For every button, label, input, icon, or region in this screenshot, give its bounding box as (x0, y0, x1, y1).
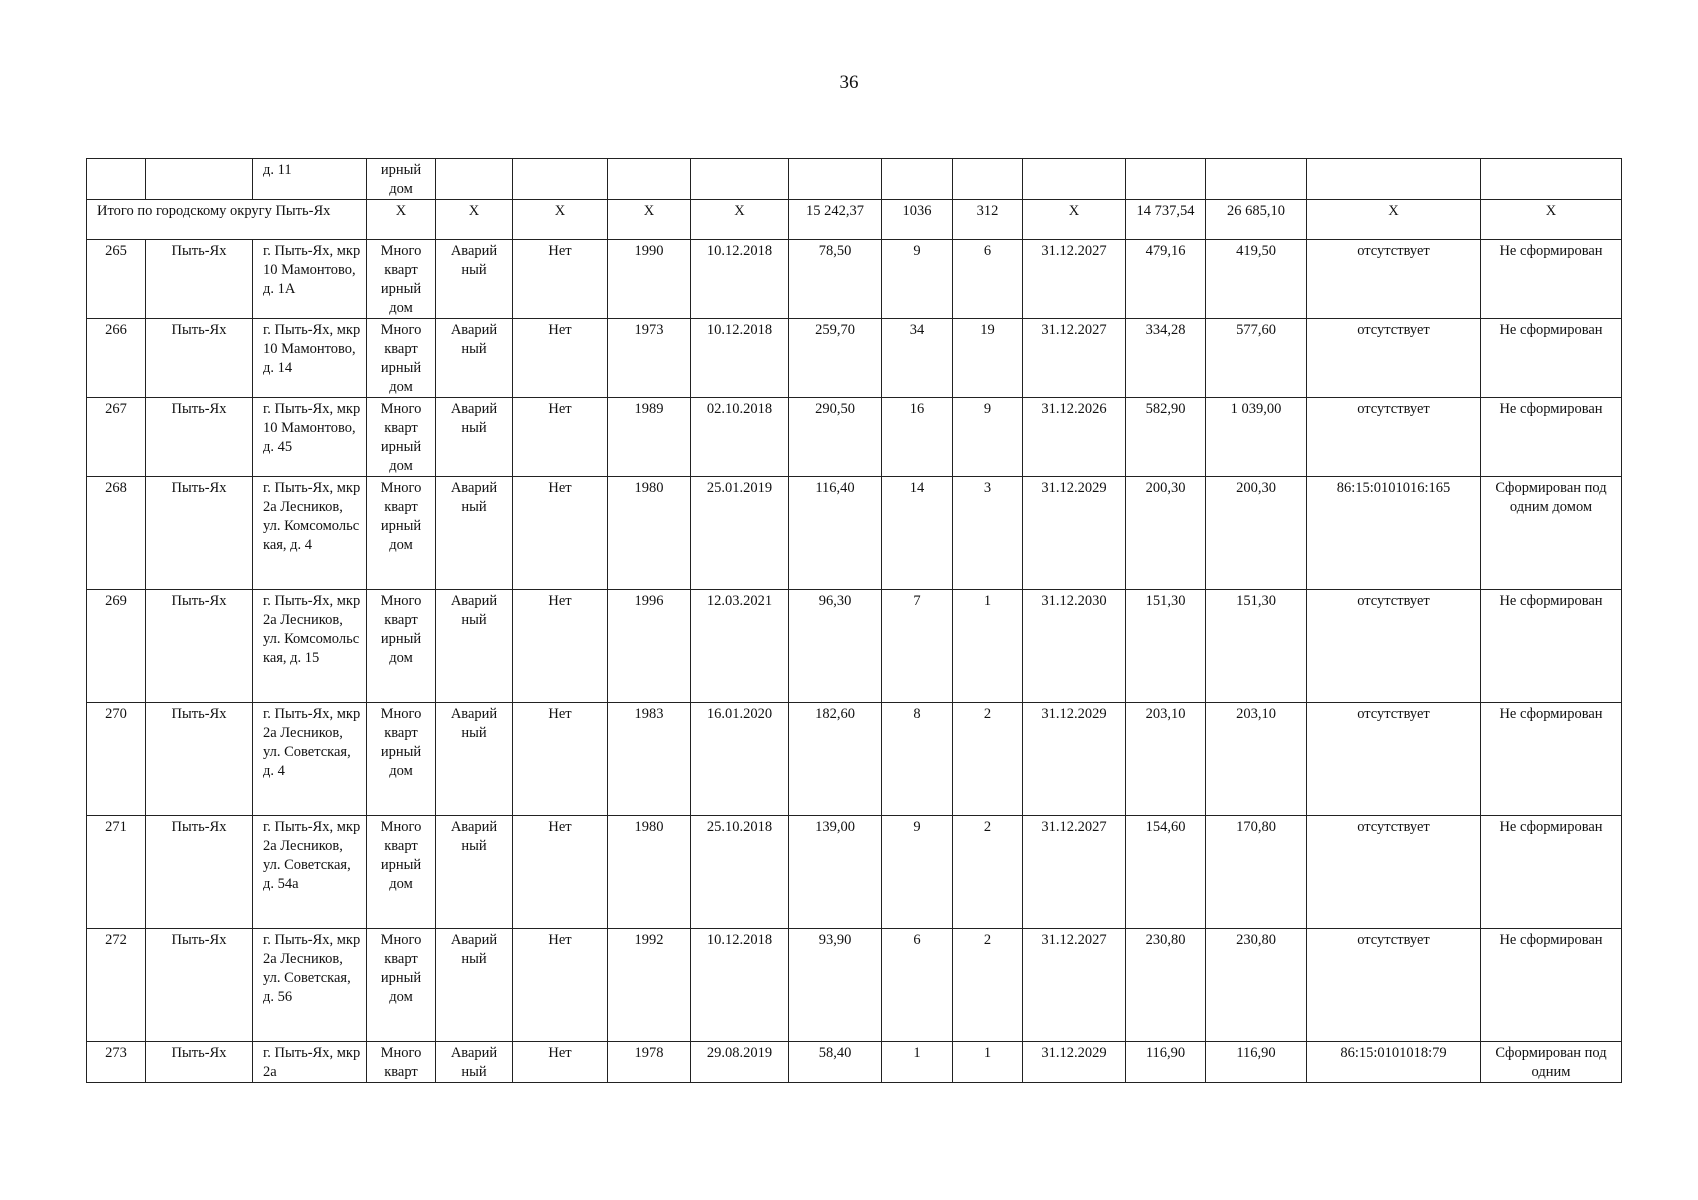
cell-city: Пыть-Ях (146, 319, 253, 398)
cell-num: 265 (87, 240, 146, 319)
cell-year: 1983 (608, 703, 691, 816)
cell-land: Сформирован под одним домом (1481, 477, 1622, 590)
cell-date: 02.10.2018 (691, 398, 789, 477)
cell-premises: 2 (953, 703, 1023, 816)
cell-area-living: 230,80 (1206, 929, 1307, 1042)
continuation-row (87, 159, 1622, 200)
cell-address: д. 11 (253, 159, 367, 200)
cell-residents: 8 (882, 703, 953, 816)
cell-condition: Аварий ный (436, 319, 513, 398)
cell-year: 1980 (608, 816, 691, 929)
cell-year: 1973 (608, 319, 691, 398)
cell-type: Много кварт ирный дом (367, 477, 436, 590)
housing-registry-table (86, 158, 1622, 1083)
cell-date: 10.12.2018 (691, 240, 789, 319)
cell-condition: Аварий ный (436, 477, 513, 590)
table-row (87, 929, 1622, 1042)
cell-num: 267 (87, 398, 146, 477)
cell-area-living: 200,30 (1206, 477, 1307, 590)
table-row (87, 590, 1622, 703)
cell-date: 12.03.2021 (691, 590, 789, 703)
cell-area-total: 479,16 (1126, 240, 1206, 319)
total-date: Х (691, 200, 789, 240)
cell-residents: 14 (882, 477, 953, 590)
cell-address: г. Пыть-Ях, мкр 10 Мамонтово, д. 45 (253, 398, 367, 477)
total-area-living: 26 685,10 (1206, 200, 1307, 240)
cell-cadastral: отсутствует (1307, 319, 1481, 398)
cell-area: 93,90 (789, 929, 882, 1042)
cell-deadline: 31.12.2030 (1023, 590, 1126, 703)
cell-premises: 1 (953, 1042, 1023, 1083)
cell-cadastral: отсутствует (1307, 703, 1481, 816)
cell-condition: Аварий ный (436, 816, 513, 929)
cell-ensemble: Нет (513, 398, 608, 477)
cell-date: 16.01.2020 (691, 703, 789, 816)
cell-condition: Аварий ный (436, 1042, 513, 1083)
cell-date: 29.08.2019 (691, 1042, 789, 1083)
cell-num: 269 (87, 590, 146, 703)
cell-area-total: 154,60 (1126, 816, 1206, 929)
cell-deadline: 31.12.2029 (1023, 1042, 1126, 1083)
cell-area-living: 151,30 (1206, 590, 1307, 703)
cell-residents: 16 (882, 398, 953, 477)
cell-num: 271 (87, 816, 146, 929)
cell-condition: Аварий ный (436, 590, 513, 703)
cell-type: Много кварт ирный дом (367, 816, 436, 929)
cell-area-total: 334,28 (1126, 319, 1206, 398)
total-area: 15 242,37 (789, 200, 882, 240)
cell-condition: Аварий ный (436, 703, 513, 816)
cell-city: Пыть-Ях (146, 929, 253, 1042)
cell-type: Много кварт ирный дом (367, 319, 436, 398)
cell-premises: 2 (953, 816, 1023, 929)
cell-land: Сформирован под одним (1481, 1042, 1622, 1083)
cell-area: 96,30 (789, 590, 882, 703)
cell-address: г. Пыть-Ях, мкр 10 Мамонтово, д. 1А (253, 240, 367, 319)
cell-area: 116,40 (789, 477, 882, 590)
cell-ensemble: Нет (513, 590, 608, 703)
cell-city (146, 159, 253, 200)
cell-deadline: 31.12.2029 (1023, 477, 1126, 590)
cell-ensemble: Нет (513, 929, 608, 1042)
cell-cadastral: отсутствует (1307, 816, 1481, 929)
cell-num (87, 159, 146, 200)
cell-premises: 3 (953, 477, 1023, 590)
cell-land: Не сформирован (1481, 319, 1622, 398)
cell-address: г. Пыть-Ях, мкр 2а Лесников, ул. Советская, д. 54а (253, 816, 367, 929)
cell-area: 139,00 (789, 816, 882, 929)
cell-address: г. Пыть-Ях, мкр 10 Мамонтово, д. 14 (253, 319, 367, 398)
cell-land: Не сформирован (1481, 590, 1622, 703)
cell-deadline: 31.12.2027 (1023, 240, 1126, 319)
cell-ensemble: Нет (513, 816, 608, 929)
cell-area: 290,50 (789, 398, 882, 477)
cell-type: Много кварт ирный дом (367, 240, 436, 319)
cell-condition: Аварий ный (436, 240, 513, 319)
table-row (87, 319, 1622, 398)
cell-area: 182,60 (789, 703, 882, 816)
total-year: Х (608, 200, 691, 240)
cell-date: 10.12.2018 (691, 319, 789, 398)
cell-year: 1992 (608, 929, 691, 1042)
cell-num: 268 (87, 477, 146, 590)
cell-premises: 6 (953, 240, 1023, 319)
cell-year: 1990 (608, 240, 691, 319)
cell-deadline: 31.12.2026 (1023, 398, 1126, 477)
total-label: Итого по городскому округу Пыть-Ях (87, 200, 367, 240)
cell-type: ирный дом (367, 159, 436, 200)
cell-city: Пыть-Ях (146, 703, 253, 816)
cell-deadline: 31.12.2029 (1023, 703, 1126, 816)
cell-city: Пыть-Ях (146, 240, 253, 319)
cell-address: г. Пыть-Ях, мкр 2а (253, 1042, 367, 1083)
cell-ensemble: Нет (513, 319, 608, 398)
cell-condition: Аварий ный (436, 929, 513, 1042)
cell-residents: 34 (882, 319, 953, 398)
cell-date: 10.12.2018 (691, 929, 789, 1042)
cell-residents: 6 (882, 929, 953, 1042)
cell-year: 1989 (608, 398, 691, 477)
cell-premises: 9 (953, 398, 1023, 477)
cell-residents (882, 159, 953, 200)
cell-address: г. Пыть-Ях, мкр 2а Лесников, ул. Советская, д. 4 (253, 703, 367, 816)
cell-area-living: 170,80 (1206, 816, 1307, 929)
cell-type: Много кварт (367, 1042, 436, 1083)
cell-cadastral: отсутствует (1307, 929, 1481, 1042)
cell-cadastral: 86:15:0101016:165 (1307, 477, 1481, 590)
cell-address: г. Пыть-Ях, мкр 2а Лесников, ул. Комсомольс кая, д. 15 (253, 590, 367, 703)
total-area-total: 14 737,54 (1126, 200, 1206, 240)
table-row (87, 240, 1622, 319)
cell-land: Не сформирован (1481, 929, 1622, 1042)
cell-city: Пыть-Ях (146, 477, 253, 590)
cell-date: 25.10.2018 (691, 816, 789, 929)
total-deadline: Х (1023, 200, 1126, 240)
table-row (87, 816, 1622, 929)
cell-city: Пыть-Ях (146, 816, 253, 929)
table-row (87, 398, 1622, 477)
cell-area-total (1126, 159, 1206, 200)
cell-deadline: 31.12.2027 (1023, 816, 1126, 929)
cell-area-total: 116,90 (1126, 1042, 1206, 1083)
cell-residents: 7 (882, 590, 953, 703)
cell-type: Много кварт ирный дом (367, 590, 436, 703)
cell-area: 259,70 (789, 319, 882, 398)
cell-premises: 1 (953, 590, 1023, 703)
total-residents: 1036 (882, 200, 953, 240)
cell-premises (953, 159, 1023, 200)
cell-land: Не сформирован (1481, 703, 1622, 816)
total-type: Х (367, 200, 436, 240)
cell-deadline (1023, 159, 1126, 200)
total-ensemble: Х (513, 200, 608, 240)
cell-city: Пыть-Ях (146, 1042, 253, 1083)
cell-land: Не сформирован (1481, 816, 1622, 929)
cell-ensemble: Нет (513, 703, 608, 816)
cell-cadastral (1307, 159, 1481, 200)
cell-premises: 2 (953, 929, 1023, 1042)
cell-cadastral: отсутствует (1307, 398, 1481, 477)
cell-city: Пыть-Ях (146, 398, 253, 477)
cell-num: 273 (87, 1042, 146, 1083)
cell-type: Много кварт ирный дом (367, 398, 436, 477)
cell-year (608, 159, 691, 200)
cell-area-total: 582,90 (1126, 398, 1206, 477)
cell-cadastral: 86:15:0101018:79 (1307, 1042, 1481, 1083)
cell-cadastral: отсутствует (1307, 590, 1481, 703)
cell-deadline: 31.12.2027 (1023, 319, 1126, 398)
cell-area-living: 1 039,00 (1206, 398, 1307, 477)
cell-city: Пыть-Ях (146, 590, 253, 703)
cell-land: Не сформирован (1481, 398, 1622, 477)
total-land: Х (1481, 200, 1622, 240)
cell-area-living: 203,10 (1206, 703, 1307, 816)
total-premises: 312 (953, 200, 1023, 240)
cell-ensemble: Нет (513, 477, 608, 590)
cell-address: г. Пыть-Ях, мкр 2а Лесников, ул. Комсомольс кая, д. 4 (253, 477, 367, 590)
cell-num: 266 (87, 319, 146, 398)
cell-land: Не сформирован (1481, 240, 1622, 319)
table-row (87, 477, 1622, 590)
page-number: 36 (839, 72, 859, 93)
cell-area-total: 203,10 (1126, 703, 1206, 816)
cell-ensemble (513, 159, 608, 200)
cell-cadastral: отсутствует (1307, 240, 1481, 319)
cell-area-living: 577,60 (1206, 319, 1307, 398)
cell-num: 270 (87, 703, 146, 816)
cell-area: 78,50 (789, 240, 882, 319)
cell-area-total: 151,30 (1126, 590, 1206, 703)
cell-area-total: 230,80 (1126, 929, 1206, 1042)
cell-condition (436, 159, 513, 200)
cell-ensemble: Нет (513, 1042, 608, 1083)
table-row (87, 703, 1622, 816)
total-condition: Х (436, 200, 513, 240)
cell-num: 272 (87, 929, 146, 1042)
cell-year: 1996 (608, 590, 691, 703)
cell-area-living: 116,90 (1206, 1042, 1307, 1083)
cell-date (691, 159, 789, 200)
cell-residents: 9 (882, 816, 953, 929)
cell-ensemble: Нет (513, 240, 608, 319)
cell-area-living (1206, 159, 1307, 200)
cell-area-total: 200,30 (1126, 477, 1206, 590)
cell-type: Много кварт ирный дом (367, 703, 436, 816)
cell-date: 25.01.2019 (691, 477, 789, 590)
cell-area (789, 159, 882, 200)
cell-area-living: 419,50 (1206, 240, 1307, 319)
cell-year: 1978 (608, 1042, 691, 1083)
table-row (87, 1042, 1622, 1083)
cell-residents: 9 (882, 240, 953, 319)
cell-residents: 1 (882, 1042, 953, 1083)
cell-condition: Аварий ный (436, 398, 513, 477)
cell-deadline: 31.12.2027 (1023, 929, 1126, 1042)
cell-type: Много кварт ирный дом (367, 929, 436, 1042)
cell-area: 58,40 (789, 1042, 882, 1083)
cell-year: 1980 (608, 477, 691, 590)
cell-premises: 19 (953, 319, 1023, 398)
total-row (87, 200, 1622, 240)
cell-land (1481, 159, 1622, 200)
total-cadastral: Х (1307, 200, 1481, 240)
cell-address: г. Пыть-Ях, мкр 2а Лесников, ул. Советская, д. 56 (253, 929, 367, 1042)
